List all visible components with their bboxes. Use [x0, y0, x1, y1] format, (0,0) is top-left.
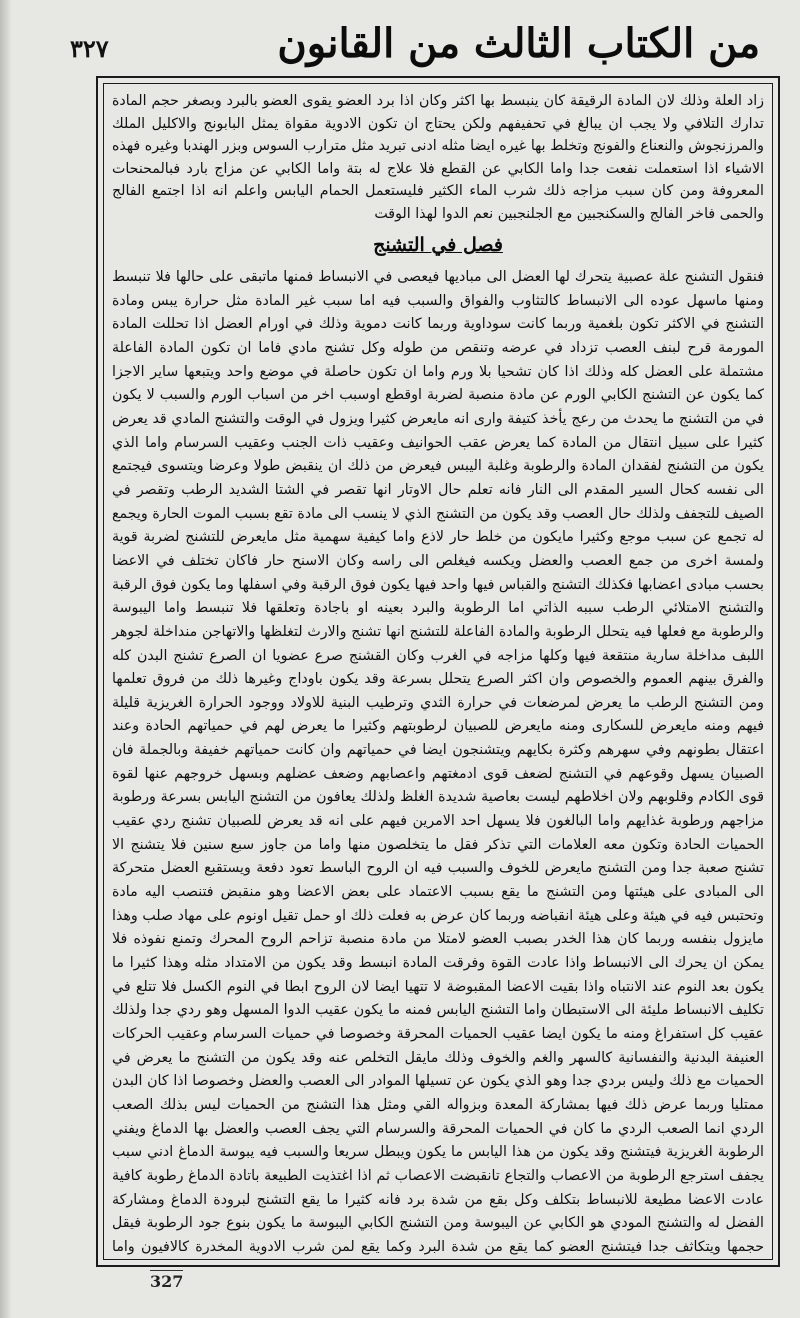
- section-heading: فصل في التشنج: [373, 234, 503, 256]
- paragraph-continuation: زاد العلة وذلك لان المادة الرقيقة كان ينبسط بها اكثر وكان اذا برد العضو يقوى العضو بالبرد وبصغر حجم المادة تدارك التلافي ولا يجب ان يبالغ في تحفيفهم ولكن يحتاج ان تكون الادوية مقواة يمثل البابونج والاكليل الملك والمرزنجوش والنعناع والفونج وتخلط بها غيره ايضا مثله ادنى تبريد مثل مترارب السوس وبزر الهندبا وغيره فهذه الاشياء اذا استعملت نفعت جدا واما الكابي عن القطع فلا علاج له بتة واما الكابي عن مزاج بارد فبالمحنحات المعروفة ومن كان سبب مزاجه ذلك شرب الماء الكثير فليستعمل الحمام اليابس واعلم انه اذا اجتمع الفالج والحمى فاخر الفالج والسكنجبين مع الجلنجبين نعم الدوا لهذا الوقت: [107, 93, 764, 222]
- page-header: [70, 20, 760, 80]
- running-title: من الكتاب الثالث من القانون: [277, 20, 760, 67]
- page-number-bottom: 327: [150, 1272, 184, 1291]
- binding-shadow: [0, 0, 12, 1318]
- page-number-top: ٣٢٧: [70, 34, 109, 63]
- paragraph-main: فنقول التشنج علة عصبية يتحرك لها العضل الى مباديها فيعصى في الانبساط فمنها ماتبقى على حالها فلا تنبسط ومنها ماسهل عوده الى الانبساط كالتثاوب والفواق والسبب فيه اما سبب غير المادة مثل حرارة يبس ومادة التشنج في الاكثر تكون بلغمية وربما كانت سوداوية وربما كانت دموية وذلك في اورام العضل اذا تحللت المادة المورمة قرح لبنف العصب تزداد في عرضه وتنقص من طوله وكل تشنج مادي فاما ان تكون المادة الفاعلة مشتملة على العضل كله وذلك اذا كان تشحيا بلا ورم واما ان تكون حاصلة في موضع واحد ويتبعها ساير الاجزا كما يكون عن التشنج الكابي الورم عن مادة منصبة لضربة اوقطع اوسبب اخر من اسباب الورم والسبب لا يكون في من التشنج ما يحدث من رعج يأخذ كتيفة وارى انه مايعرض كثيرا ويزول في الوقت والتشنج المادي قد يعرض كثيرا على سبيل انتقال من المادة كما يعرض عقب الحوانيف وعقيب ذات الجنب وعقيب السرسام واما الذي يكون من التشنج لفقدان المادة والرطوبة وغلبة اليبس فيعرض من ذلك ان ينقبض طولا وعرضا ويتسوى فيجتمع الى نفسه كحال السير المقدم الى النار فانه تعلم حال الاوتار انها تقصر في الشتا الشديد الرطب وتقصر في الصيف للتجفف ولذلك حال العصب وقد يكون من التشنج الذي لا ينسب الى مادة تقع بسبب الموت الحارة ويجمع له تجمع عن سبب موجع وكثيرا مايكون من خلط حار لاذع واما كيفية سهمية مثل مايعرض للتشنج لضربة قوية ولمسة اخرى من جمع العصب والعضل ويكسه فيغلص الى راسه وكان الاسنح حار فاكان تختلف في الاعضا بحسب مبادى اعضابها فكذلك التشنج والقباس فيها واحد فيها يكون فوق الرقبة وفي اسفلها وما يكون فوق الرقبة والتشنج الامتلائي الرطب سببه الذاتي اما الرطوبة والبرد بعينه او باجادة وتعلقها فلا تنبسط واما اليبوسة والرطوبة مع فعلها فيه يتحلل الرطوبة والمادة الفاعلة للتشنج انها تشنج والارث لتغلظها والاتهاجن منداخلة لجوهر اللبف مداخلة سارية منتقعة فيها وكلها مزاجه في الغرب وكان القشنج صرع عضويا ان الصرع تشنج البدن كله والفرق بينهم العموم والخصوص وان اكثر الصرع يتحلل بسرعة وقد يكون باوداج وغيرها ذلك من فروق تعلمها ومن التشنج الرطب ما يعرض لمرضعات في حرارة الثدي وترطيب البنية للاولاد ووجود الحرارة الغريزية قليلة فيهم ومنه مايعرض للسكارى ومنه مايعرض للصبيان لرطوبتهم وكثيرا ما يعرض لهم في حمياتهم الحادة وعند اعتقال بطونهم وفي سهرهم وكثرة بكايهم ويتشنجون ايضا في حمياتهم وان كانت حمياتهم خفيفة وبالجملة فان الصبيان يسهل وقوعهم في التشنج لضعف قوى ادمغتهم واعصابهم وضعف عضلهم وبسهل خروجهم عنها لقوة قوى الكادم وقلوبهم ولان اخلاطهم ليست بعاصية شديدة الغلظ ولذلك يعافون من التشنج اليابس بسرعة ورطوبة مزاجهم ورطوبة غذايهم واما البالغون فلا يسهل احد الامرين فيهم على انه قد يعرض للصبيان تشنج ردي عقيب الحميات الحادة وتكون معه العلامات التي تذكر فقل ما يتخلصون منها واما من جاوز سبع سنين فلا يتشنج الا تشنج صعبة جدا ومن التشنج مايعرض للخوف والسبب فيه ان الروح الباسط تعود دفعة ويستقبع العضل متحركة الى المبادى على هيئتها ومن التشنج ما يقع بسبب الاعتماد على بعض الاعضا وهو منقبض فتنصب اليه مادة وتحتبس فيه في هيئة وعلى هيئة انقباضه وربما كان عرض به فعلت ذلك او حمل تقيل اونوم على مهاد صلب وهذا مايزول بنفسه وربما كان هذا الخدر بصبب العضو لامتلا من مادة منصبة تزاحم الروح المحرك وتمنع نفوذه فلا يمكن ان يحرك الى الانبساط واذا عادت القوة وفرقت المادة انبسط وقد يكون من الامتداد مثله وهذا كثيرا ما يكون بعد النوم عند الانتباه واذا بقيت الاعضا المقبوضة لا تتهيا ايضا لان الروح ابطا في النوم الكسل فلا تتلع في تكليف الانبساط مليئة الى الاستبطان واما التشنج اليابس فمنه ما يكون عقيب الدوا المسهل وهو ردي جدا ولذلك عقيب كل استفراغ ومنه ما يكون ايضا عقيب الحميات المحرقة وخصوصا في حميات السرسام وعقيب الحركات العنيفة البدنية والنفسانية كالسهر والغم والخوف وذلك مايقل التخلص عنه وقد يكون من التشنج ما يعرض في الحميات مع ذلك وليس بردي جدا وهو الذي يكون عن تسيلها الموادر الى العصب والعضل وخصوصا اذا كان البدن ممتليا وربما عرض ذلك فيها بمشاركة المعدة وبزواله القي ومثل هذا التشنج من الحميات ليس بذلك الصعب الردي انما الصعب الردي ما كان في الحميات المحرقة والسرسام التي يجف العصب والعضل بها الدماغ ويفني الرطوبة الغريزية فيتشنج وقد يكون من هذا اليابس ما يكون ويبطل سريعا والسبب فيه يبوسة الدماغ ادني سبب يجفف استرجع الرطوبة من الاعصاب والتجاع تانقبضت الاعصاب ثم اذا اغتذيت الطبيعة باتادة الدماغ رطوبة كافية عادت الاعضا مطيعة للانبساط بتكلف وكل بقع من شدة برد فانه كثيرا ما يقع التشنج لبرودة الدماغ ومشاركة الفضل له والتشنج المودي هو الكابي عن اليبوسة ومن التشنج الكابي اليبوسة ما يكون بنوع جود الرطوبة فيقل حجمها ويتكاثف جدا فيتشنج العضو كما يقع من شدة البرد وكما يقع لمن شرب الادوية المخدرة كالافيون واما: [112, 269, 764, 1255]
- text-frame: [103, 83, 773, 1260]
